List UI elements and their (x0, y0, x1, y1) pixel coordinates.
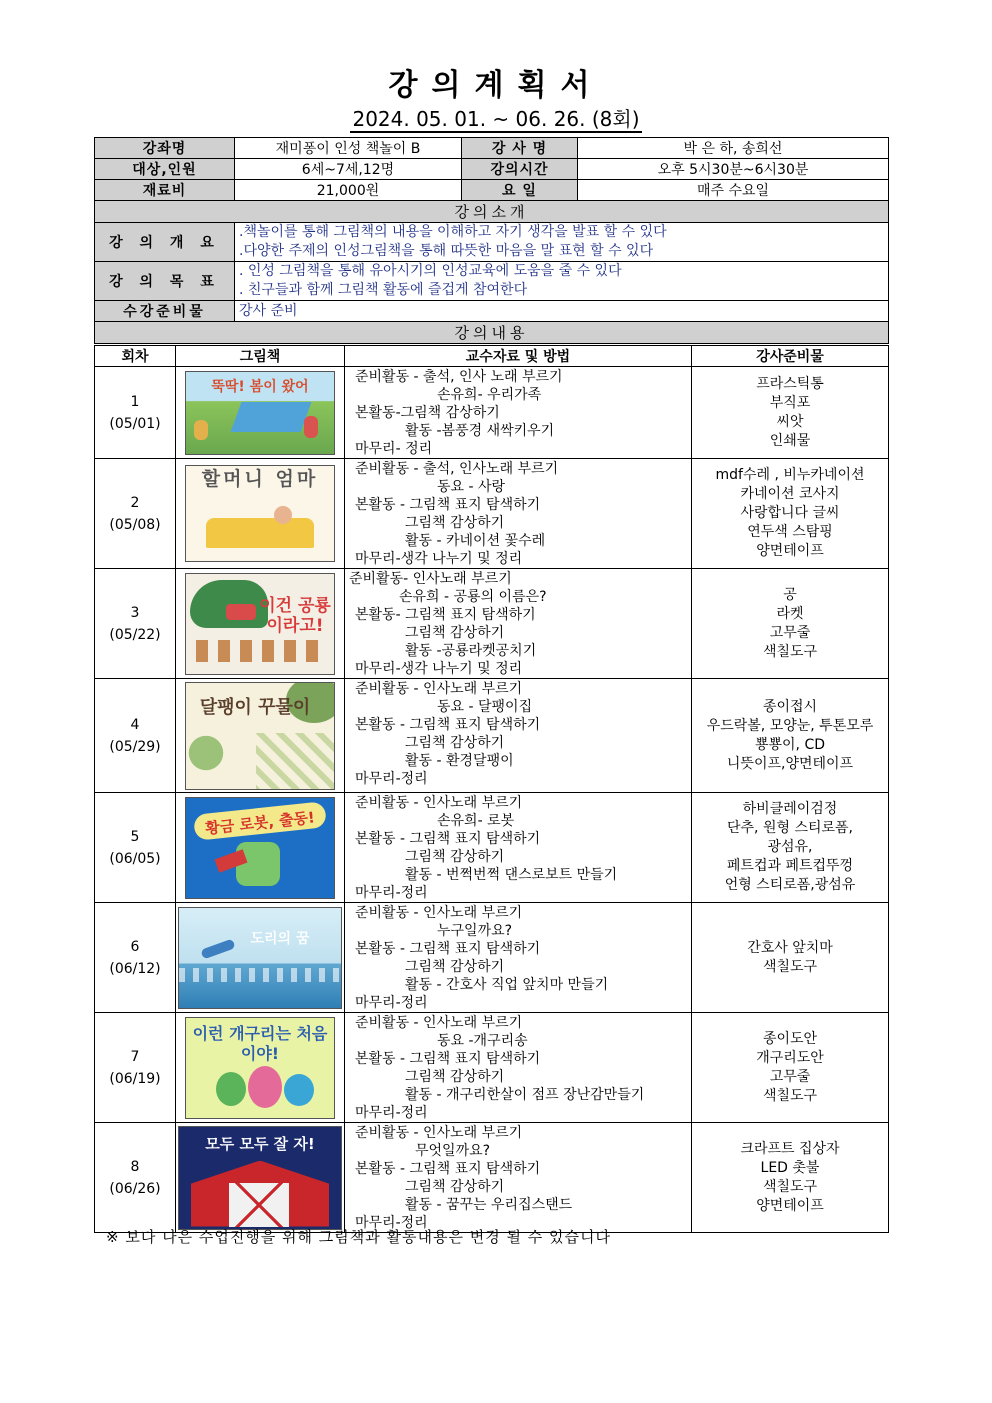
session-number (95, 569, 176, 679)
material-item: 양면테이프 (756, 543, 824, 559)
session-row (95, 793, 889, 903)
method-line: 손유희- 우리가족 (437, 387, 542, 403)
session-row (95, 679, 889, 793)
session-no: 6 (130, 938, 140, 955)
method-line: 그림책 감상하기 (405, 515, 505, 531)
session-row (95, 903, 889, 1013)
material-item: 우드락볼, 모양눈, 투톤모루 (706, 717, 874, 734)
material-item: 개구리도안 (756, 1049, 824, 1066)
method-line: 손유희- 로봇 (437, 813, 515, 829)
session-number (95, 367, 176, 459)
material-item: 부직포 (769, 394, 811, 411)
session-number (95, 1013, 176, 1123)
session-row (95, 569, 889, 679)
book-title: 뚝딱! 봄이 왔어 (211, 378, 309, 395)
book-cover-image (178, 1126, 342, 1230)
session-number (95, 679, 176, 793)
book-cover-image (185, 797, 335, 899)
book-cover-cell (176, 679, 345, 793)
sessions-table (94, 345, 889, 1233)
prep-text: 강사 준비 (235, 301, 889, 322)
method-line: 마무리-정리 (355, 771, 428, 787)
book-title: 이런 개구리는 처음이야! (192, 1023, 328, 1063)
materials-cell (692, 1013, 889, 1123)
material-item: 간호사 앞치마 (747, 939, 833, 956)
book-cover-image (185, 371, 335, 455)
method-line: 활동 - 꿈꾸는 우리집스탠드 (405, 1197, 573, 1213)
materials-cell (692, 367, 889, 459)
overview-text (235, 223, 889, 262)
material-item: 광섬유, (767, 839, 813, 855)
material-item: 공 (783, 586, 797, 603)
material-item: 고무줄 (769, 624, 811, 641)
method-line: 준비활동 - 출석, 인사노래 부르기 (355, 461, 559, 477)
method-cell (345, 459, 692, 569)
goal-line: . 인성 그림책을 통해 유아시기의 인성교육에 도움을 줄 수 있다 (239, 263, 622, 279)
method-cell (345, 793, 692, 903)
course-period-text: 2024. 05. 01. ~ 06. 26. (8회) (352, 107, 640, 131)
session-row (95, 459, 889, 569)
fee-value: 21,000원 (235, 180, 462, 201)
overview-line: .다양한 주제의 인성그림책을 통해 따뜻한 마음을 말 표현 할 수 있다 (239, 243, 654, 259)
book-cover-image (178, 907, 342, 1009)
footer-note: ※ 보다 나은 수업진행을 위해 그림책과 활동내용은 변경 될 수 있습니다 (106, 1228, 611, 1246)
method-cell (345, 679, 692, 793)
prep-label: 수강준비물 (95, 301, 235, 322)
session-number (95, 903, 176, 1013)
method-line: 그림책 감상하기 (405, 735, 505, 751)
session-number (95, 1123, 176, 1233)
material-item: 니뜻이프,양면테이프 (726, 755, 854, 772)
book-cover-image (185, 1017, 335, 1119)
book-cover-cell (176, 903, 345, 1013)
method-line: 그림책 감상하기 (405, 849, 505, 865)
material-item: 카네이션 코사지 (740, 486, 840, 502)
materials-cell (692, 679, 889, 793)
material-item: 단추, 원형 스티로폼, (727, 820, 853, 836)
material-item: 종이도안 (762, 1030, 818, 1047)
method-line: 본활동 - 그림책 표지 탐색하기 (355, 497, 541, 513)
method-line: 활동 -봄풍경 새싹키우기 (405, 423, 555, 439)
materials-cell (692, 1123, 889, 1233)
material-item: 색칠도구 (762, 643, 818, 660)
session-date: (05/08) (109, 516, 161, 533)
session-date: (05/29) (109, 738, 161, 755)
method-line: 준비활동 - 출석, 인사 노래 부르기 (355, 369, 563, 385)
method-line: 그림책 감상하기 (405, 1069, 505, 1085)
method-line: 활동 - 번쩍번쩍 댄스로보트 만들기 (405, 867, 618, 883)
fee-label: 재료비 (95, 180, 235, 201)
method-line: 준비활동- 인사노래 부르기 (349, 571, 512, 587)
session-no: 5 (130, 828, 140, 845)
header-picture-book: 그림책 (176, 346, 345, 367)
day-label: 요 일 (462, 180, 578, 201)
target-value: 6세~7세,12명 (235, 159, 462, 180)
target-label: 대상,인원 (95, 159, 235, 180)
header-method: 교수자료 및 방법 (345, 346, 692, 367)
book-cover-cell (176, 367, 345, 459)
method-line: 본활동 - 그림책 표지 탐색하기 (355, 1051, 541, 1067)
method-line: 활동 - 카네이션 꽃수레 (405, 533, 546, 549)
session-no: 4 (130, 716, 140, 733)
material-item: 언형 스티로폼,광섬유 (724, 877, 856, 893)
overview-line: .책놀이를 통해 그림책의 내용을 이해하고 자기 생각을 발표 할 수 있다 (239, 224, 667, 240)
materials-cell (692, 793, 889, 903)
course-name: 재미퐁이 인성 책놀이 B (235, 138, 462, 159)
intro-section-title: 강의소개 (95, 201, 889, 223)
header-materials: 강사준비물 (692, 346, 889, 367)
material-item: 색칠도구 (762, 958, 818, 975)
session-date: (06/26) (109, 1180, 161, 1197)
book-cover-cell (176, 459, 345, 569)
book-cover-image (185, 465, 335, 562)
material-item: 뿅뿅이, CD (754, 736, 826, 753)
material-item: 페트컵과 페트컵뚜껑 (726, 858, 854, 874)
book-cover-cell (176, 1013, 345, 1123)
material-item: 프라스틱통 (756, 375, 824, 392)
material-item: 사랑합니다 글씨 (740, 505, 840, 521)
method-line: 마무리- 정리 (355, 441, 433, 457)
material-item: 라켓 (776, 605, 804, 622)
method-line: 동요 - 사랑 (437, 479, 506, 495)
method-line: 준비활동 - 인사노래 부르기 (355, 1015, 523, 1031)
method-line: 마무리-생각 나누기 및 정리 (355, 551, 523, 567)
session-date: (05/01) (109, 415, 161, 432)
method-line: 본활동-그림책 감상하기 (355, 405, 500, 421)
method-line: 그림책 감상하기 (405, 1179, 505, 1195)
instructor-label: 강 사 명 (462, 138, 578, 159)
method-line: 마무리-정리 (355, 1105, 428, 1121)
session-number (95, 793, 176, 903)
material-item: 색칠도구 (762, 1178, 818, 1195)
method-line: 마무리-생각 나누기 및 정리 (355, 661, 523, 677)
session-row (95, 367, 889, 459)
method-line: 활동 - 개구리한살이 점프 장난감만들기 (405, 1087, 645, 1103)
method-line: 준비활동 - 인사노래 부르기 (355, 905, 523, 921)
material-item: LED 촛불 (760, 1159, 820, 1176)
method-line: 누구일까요? (437, 923, 513, 939)
session-date: (06/05) (109, 850, 161, 867)
method-line: 손유희 - 공룡의 이름은? (399, 589, 547, 605)
course-period (0, 103, 992, 132)
method-line: 마무리-정리 (355, 995, 428, 1011)
method-cell (345, 1123, 692, 1233)
book-cover-cell (176, 1123, 345, 1233)
material-item: 인쇄물 (769, 432, 811, 449)
method-cell (345, 903, 692, 1013)
method-line: 준비활동 - 인사노래 부르기 (355, 1125, 523, 1141)
book-title: 황금 로봇, 출동! (204, 807, 316, 838)
method-line: 마무리-정리 (355, 1215, 428, 1231)
method-line: 본활동 - 그림책 표지 탐색하기 (355, 717, 541, 733)
session-date: (06/19) (109, 1070, 161, 1087)
method-line: 본활동 - 그림책 표지 탐색하기 (355, 941, 541, 957)
method-line: 마무리-정리 (355, 885, 428, 901)
session-date: (06/12) (109, 960, 161, 977)
method-cell (345, 367, 692, 459)
materials-cell (692, 903, 889, 1013)
session-row (95, 1013, 889, 1123)
method-line: 본활동 - 그림책 표지 탐색하기 (355, 831, 541, 847)
book-title: 할머니 엄마 (201, 468, 319, 490)
book-title: 모두 모두 잘 자! (205, 1134, 315, 1153)
method-line: 동요 -개구리송 (437, 1033, 528, 1049)
method-line: 활동 -공룡라켓공치기 (405, 643, 537, 659)
method-line: 준비활동 - 인사노래 부르기 (355, 681, 523, 697)
material-item: 연두색 스탐핑 (747, 524, 833, 540)
session-no: 7 (130, 1048, 140, 1065)
book-cover-image (185, 573, 335, 675)
method-line: 활동 - 환경달팽이 (405, 753, 514, 769)
time-value: 오후 5시30분~6시30분 (578, 159, 889, 180)
method-cell (345, 1013, 692, 1123)
method-line: 무엇일까요? (415, 1143, 491, 1159)
materials-cell (692, 459, 889, 569)
session-row (95, 1123, 889, 1233)
material-item: 고무줄 (769, 1068, 811, 1085)
goal-text (235, 262, 889, 301)
day-value: 매주 수요일 (578, 180, 889, 201)
session-no: 3 (130, 604, 140, 621)
material-item: mdf수레 , 비누카네이션 (715, 467, 865, 483)
material-item: 양면테이프 (756, 1197, 824, 1214)
book-cover-cell (176, 569, 345, 679)
method-line: 그림책 감상하기 (405, 625, 505, 641)
session-no: 1 (130, 393, 140, 410)
book-cover-cell (176, 793, 345, 903)
session-number (95, 459, 176, 569)
content-section-title: 강의내용 (95, 322, 889, 344)
method-line: 그림책 감상하기 (405, 959, 505, 975)
instructor-name: 박 은 하, 송희선 (578, 138, 889, 159)
method-line: 동요 - 달팽이집 (437, 699, 533, 715)
time-label: 강의시간 (462, 159, 578, 180)
course-name-label: 강좌명 (95, 138, 235, 159)
session-date: (05/22) (109, 626, 161, 643)
method-cell (345, 569, 692, 679)
method-line: 본활동 - 그림책 표지 탐색하기 (355, 1161, 541, 1177)
method-line: 본활동- 그림책 표지 탐색하기 (355, 607, 536, 623)
book-cover-image (185, 682, 335, 790)
method-line: 활동 - 간호사 직업 앞치마 만들기 (405, 977, 609, 993)
header-session: 회차 (95, 346, 176, 367)
material-item: 크라프트 집상자 (740, 1140, 840, 1157)
goal-label: 강 의 목 표 (95, 262, 235, 301)
goal-line: . 친구들과 함께 그림책 활동에 즐겁게 참여한다 (239, 282, 528, 298)
method-line: 준비활동 - 인사노래 부르기 (355, 795, 523, 811)
material-item: 씨앗 (776, 413, 804, 430)
page-title: 강의계획서 (388, 68, 604, 103)
material-item: 색칠도구 (762, 1087, 818, 1104)
book-title: 이건 공룡이라고! (259, 595, 331, 636)
session-no: 8 (130, 1158, 140, 1175)
book-title: 달팽이 꾸물이 (199, 696, 311, 718)
materials-cell (692, 569, 889, 679)
session-no: 2 (130, 494, 140, 511)
course-info-table (94, 137, 889, 344)
material-item: 종이접시 (762, 698, 818, 715)
overview-label: 강 의 개 요 (95, 223, 235, 262)
book-title: 도리의 꿈 (250, 930, 310, 947)
material-item: 하비클레이검정 (742, 801, 838, 817)
